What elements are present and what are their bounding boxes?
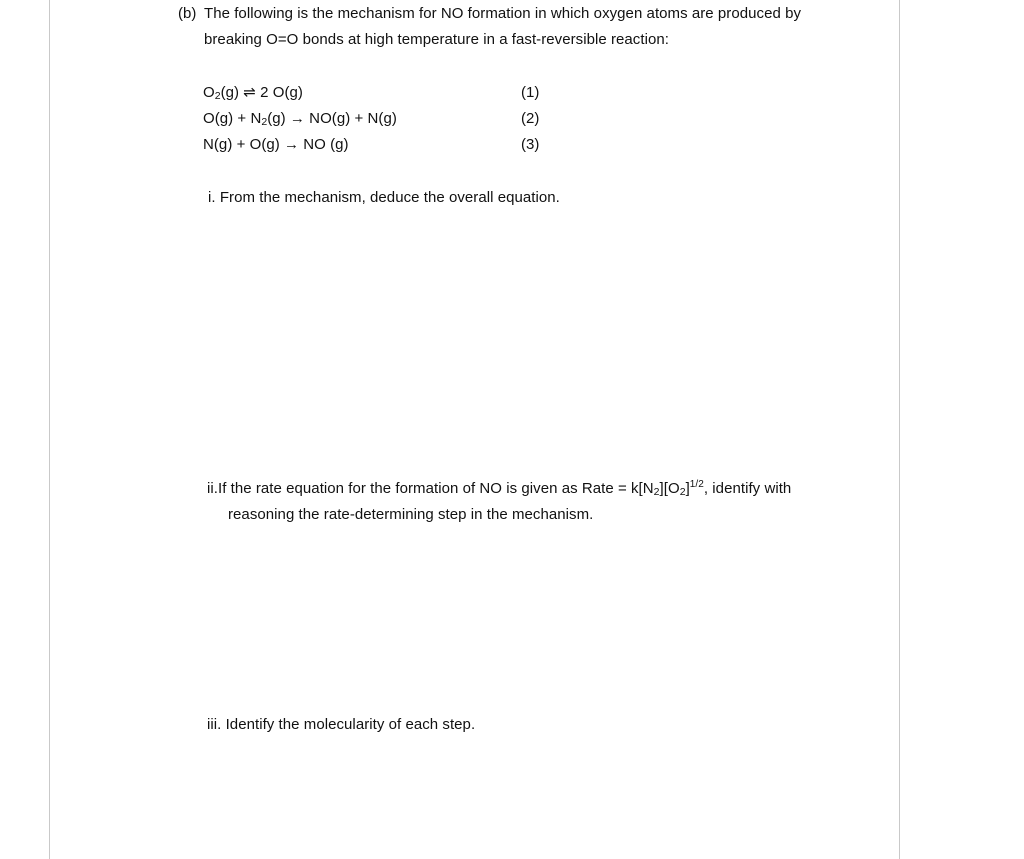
subquestion-ii-line-2: reasoning the rate-determining step in the mechanism.: [228, 506, 594, 523]
intro-line-1: The following is the mechanism for NO formation in which oxygen atoms are produced by: [204, 5, 802, 22]
equation-2: $O(g) + N_2(g) \to NO(g) + N(g)$: [203, 110, 397, 128]
equation-number-2: (2): [521, 110, 540, 127]
subquestion-ii-line-1: ii.If the rate equation for the formation of NO is given as Rate = $k[N_2][O_2]^{1/2}$, identify with: [207, 479, 792, 498]
subquestion-i: i. From the mechanism, deduce the overall equation.: [208, 189, 560, 206]
equation-number-1: (1): [521, 84, 540, 101]
equation-3: N(g) + O(g) → NO (g): [203, 136, 349, 153]
part-label: (b): [178, 5, 197, 22]
subquestion-iii: iii. Identify the molecularity of each step.: [207, 716, 476, 733]
intro-line-2: breaking O=O bonds at high temperature in a fast-reversible reaction:: [204, 31, 669, 48]
equation-1: $O_2(g)$ ⇌ 2 O(g): [203, 84, 303, 102]
equation-number-3: (3): [521, 136, 540, 153]
